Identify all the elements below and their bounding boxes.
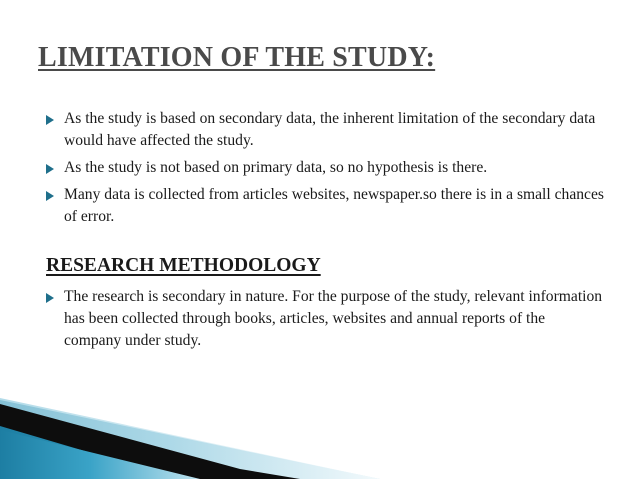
slide-title: LIMITATION OF THE STUDY: (38, 42, 436, 73)
list-item-text: As the study is not based on primary data, so no hypothesis is there. (64, 159, 488, 176)
list-item-text: Many data is collected from articles websites, newspaper.so there is in a small chances of error. (64, 186, 604, 225)
list-item-text: The research is secondary in nature. For the purpose of the study, relevant information has been collected through books, articles, websites and annual reports of the company under study. (64, 288, 603, 349)
list-item-text: As the study is based on secondary data, the inherent limitation of the secondary data would have affected the study. (64, 110, 596, 149)
section-heading: RESEARCH METHODOLOGY (46, 255, 321, 276)
